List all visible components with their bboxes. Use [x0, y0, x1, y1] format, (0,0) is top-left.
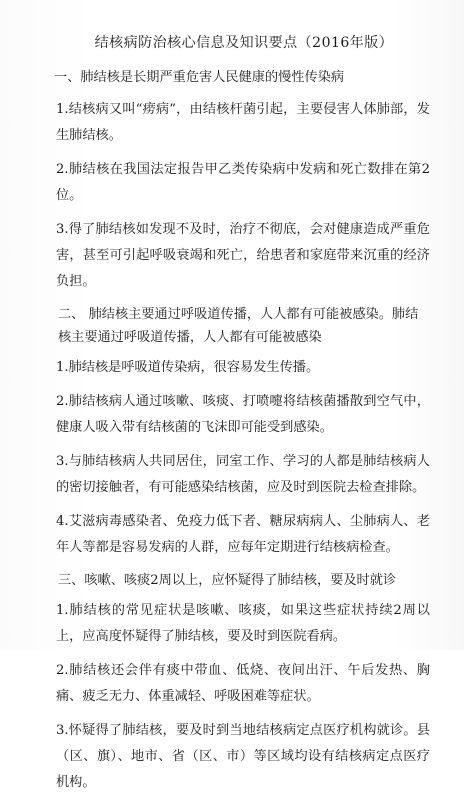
- section-1-heading: 一、肺结核是长期严重危害人民健康的慢性传染病: [54, 70, 345, 85]
- section-1-item-1: 1.结核病又叫“痨病”，由结核杆菌引起，主要侵害人体肺部，发生肺结核。: [56, 102, 430, 143]
- section-3-item-2: 2.肺结核还会伴有痰中带血、低烧、夜间出汗、午后发热、胸痛、疲乏无力、体重减轻、呼吸困难等症状。: [56, 663, 430, 704]
- section-3-item-1: 1.肺结核的常见症状是咳嗽、咳痰，如果这些症状持续2周以上，应高度怀疑得了肺结核，要及时到医院看病。: [56, 603, 430, 644]
- section-2-item-3: 3.与肺结核病人共同居住，同室工作、学习的人都是肺结核病人的密切接触者，有可能感染结核菌，应及时到医院去检查排除。: [56, 454, 430, 495]
- section-1-item-2: 2.肺结核在我国法定报告甲乙类传染病中发病和死亡数排在第2位。: [56, 162, 430, 203]
- section-2-item-2: 2.肺结核病人通过咳嗽、咳痰、打喷嚏将结核菌播散到空气中，健康人吸入带有结核菌的飞沫即可能受到感染。: [56, 394, 430, 435]
- section-2: [58, 303, 430, 561]
- document-title: 结核病防治核心信息及知识要点（2016年版）: [94, 35, 394, 51]
- section-2-item-1: 1.肺结核是呼吸道传染病，很容易发生传播。: [56, 360, 320, 375]
- section-3-item-3: 3.怀疑得了肺结核，要及时到当地结核病定点医疗机构就诊。县（区、旗）、地市、省（区、市）等区域均设有结核病定点医疗机构。: [56, 723, 430, 790]
- section-1-item-3: 3.得了肺结核如发现不及时，治疗不彻底，会对健康造成严重危害，甚至可引起呼吸衰竭和死亡，给患者和家庭带来沉重的经济负担。: [56, 222, 430, 289]
- section-3-heading: 三、咳嗽、咳痰2周以上，应怀疑得了肺结核，要及时就诊: [58, 573, 397, 588]
- section-3: [58, 569, 430, 796]
- section-2-item-4: 4.艾滋病毒感染者、免疫力低下者、糖尿病病人、尘肺病人、老年人等都是容易发病的人群，应每年定期进行结核病检查。: [56, 514, 430, 555]
- section-2-heading: 二、 肺结核主要通过呼吸道传播，人人都有可能被感染。肺结核主要通过呼吸道传播，人人都有可能被感染: [58, 307, 419, 345]
- section-1: [54, 66, 430, 295]
